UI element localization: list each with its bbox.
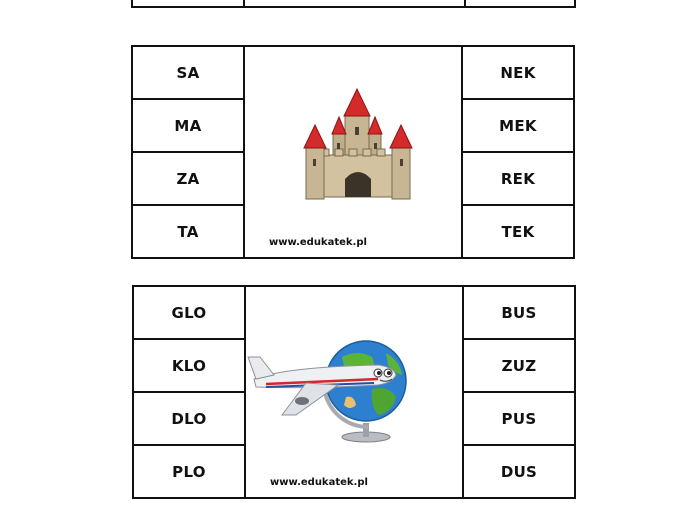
syllable-cell[interactable]: DUS xyxy=(500,462,538,481)
right-syllable-column xyxy=(462,287,574,497)
syllable-cell[interactable]: KLO xyxy=(134,340,244,393)
syllable-cell[interactable]: PLO xyxy=(172,462,206,481)
right-syllable-column xyxy=(461,47,573,257)
syllable-cell[interactable]: ZUZ xyxy=(464,340,574,393)
left-syllable-column xyxy=(133,47,245,257)
syllable-cell[interactable]: REK xyxy=(463,153,573,206)
syllable-cell[interactable]: NEK xyxy=(463,47,573,100)
picture-panel xyxy=(245,47,461,257)
source-url: www.edukatek.pl xyxy=(270,477,368,488)
syllable-cell[interactable]: PUS xyxy=(464,393,574,446)
syllable-cell[interactable]: ZA xyxy=(133,153,243,206)
syllable-cell[interactable]: MA xyxy=(133,100,243,153)
syllable-cell[interactable]: DLO xyxy=(134,393,244,446)
syllable-cell[interactable]: SA xyxy=(133,47,243,100)
column-divider xyxy=(464,0,466,6)
castle-icon xyxy=(303,87,413,202)
picture-panel xyxy=(246,287,462,497)
airplane-globe-icon xyxy=(246,327,416,447)
syllable-cell[interactable]: TEK xyxy=(501,222,535,241)
syllable-cell[interactable]: GLO xyxy=(134,287,244,340)
syllable-card-airplane xyxy=(132,285,576,499)
left-syllable-column xyxy=(134,287,246,497)
previous-card-bottom-edge xyxy=(131,0,576,8)
syllable-cell[interactable]: BUS xyxy=(464,287,574,340)
syllable-card-castle xyxy=(131,45,575,259)
source-url: www.edukatek.pl xyxy=(269,237,367,248)
syllable-cell[interactable]: TA xyxy=(177,222,199,241)
syllable-cell[interactable]: MEK xyxy=(463,100,573,153)
column-divider xyxy=(243,0,245,6)
